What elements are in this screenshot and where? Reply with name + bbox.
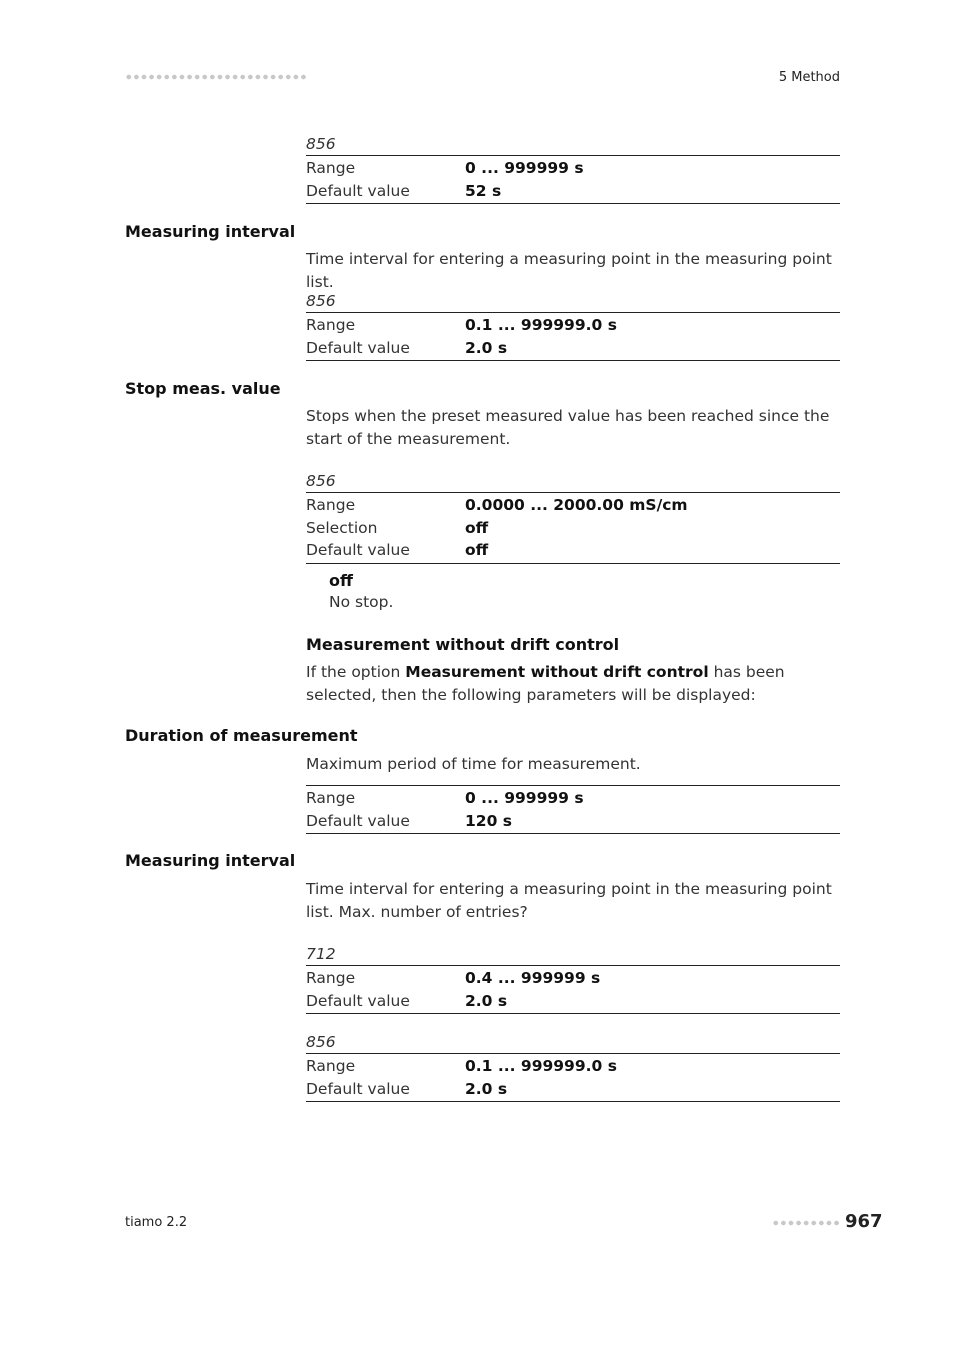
row-key: Selection: [306, 518, 378, 537]
row-value: off: [465, 518, 489, 537]
section-description: Time interval for entering a measuring point in the measuring point list.: [306, 250, 832, 291]
section-description: Maximum period of time for measurement.: [306, 755, 641, 773]
row-value: 0.1 ... 999999.0 s: [465, 316, 617, 334]
row-value: 2.0 s: [465, 338, 508, 357]
parameter-table: [306, 469, 840, 564]
row-value: 0 ... 999999 s: [465, 159, 584, 177]
parameter-table: [306, 132, 840, 204]
table-caption: 856: [306, 135, 336, 153]
footer-decoration: [772, 1219, 840, 1227]
table-row: [306, 157, 840, 180]
row-key: Default value: [306, 541, 410, 559]
table-row: [306, 810, 840, 833]
emphasis-text: Measurement without drift control: [405, 663, 709, 681]
row-value: off: [465, 541, 489, 559]
row-value: 52 s: [465, 181, 502, 200]
section-heading: Measuring interval: [125, 851, 296, 870]
row-value: 120 s: [465, 811, 512, 830]
table-row: [306, 517, 840, 540]
table-row: [306, 314, 840, 337]
section-description: Stops when the preset measured value has been reached since the start of the measurement.: [306, 407, 830, 448]
row-key: Default value: [306, 1079, 410, 1098]
section-heading: Duration of measurement: [125, 726, 358, 745]
table-row: [306, 180, 840, 203]
table-caption: 856: [306, 1033, 336, 1051]
row-value: 0 ... 999999 s: [465, 789, 584, 807]
row-value: 2.0 s: [465, 991, 508, 1010]
row-key: Default value: [306, 811, 410, 830]
row-key: Range: [306, 789, 356, 807]
table-row: [306, 1055, 840, 1078]
table-row: [306, 494, 840, 517]
parameter-table: [306, 1030, 840, 1102]
running-head: 5 Method: [778, 70, 840, 85]
row-value: 0.4 ... 999999 s: [465, 969, 601, 987]
page-number: 967: [845, 1211, 883, 1232]
row-key: Range: [306, 969, 356, 987]
section-heading: Measuring interval: [125, 222, 296, 241]
row-value: 0.0000 ... 2000.00 mS/cm: [465, 496, 688, 514]
section-heading: Stop meas. value: [125, 379, 281, 398]
footer-product: tiamo 2.2: [125, 1215, 188, 1230]
row-key: Default value: [306, 181, 410, 200]
table-row: [306, 1078, 840, 1101]
table-caption: 856: [306, 472, 336, 490]
row-value: 0.1 ... 999999.0 s: [465, 1057, 617, 1075]
table-row: [306, 539, 840, 562]
row-key: Range: [306, 1057, 356, 1075]
table-row: [306, 990, 840, 1013]
option-description: No stop.: [329, 593, 394, 611]
text-span: If the option: [306, 663, 406, 681]
table-caption: 712: [306, 945, 336, 963]
row-key: Default value: [306, 338, 410, 357]
section-description: Time interval for entering a measuring point in the measuring point list. Max. number of entries?: [306, 880, 832, 921]
row-key: Range: [306, 496, 356, 514]
parameter-table: [306, 785, 840, 834]
subsection-description: [306, 661, 840, 706]
parameter-table: [306, 289, 840, 361]
text-span: has been selected, then the following parameters will be displayed:: [306, 663, 785, 704]
row-key: Default value: [306, 991, 410, 1010]
header-decoration: [125, 73, 307, 81]
table-row: [306, 967, 840, 990]
option-term: off: [329, 571, 353, 590]
parameter-table: [306, 942, 840, 1014]
table-caption: 856: [306, 292, 336, 310]
subsection-heading: Measurement without drift control: [306, 635, 620, 654]
row-key: Range: [306, 316, 356, 334]
row-key: Range: [306, 159, 356, 177]
table-row: [306, 337, 840, 360]
row-value: 2.0 s: [465, 1079, 508, 1098]
table-row: [306, 787, 840, 810]
